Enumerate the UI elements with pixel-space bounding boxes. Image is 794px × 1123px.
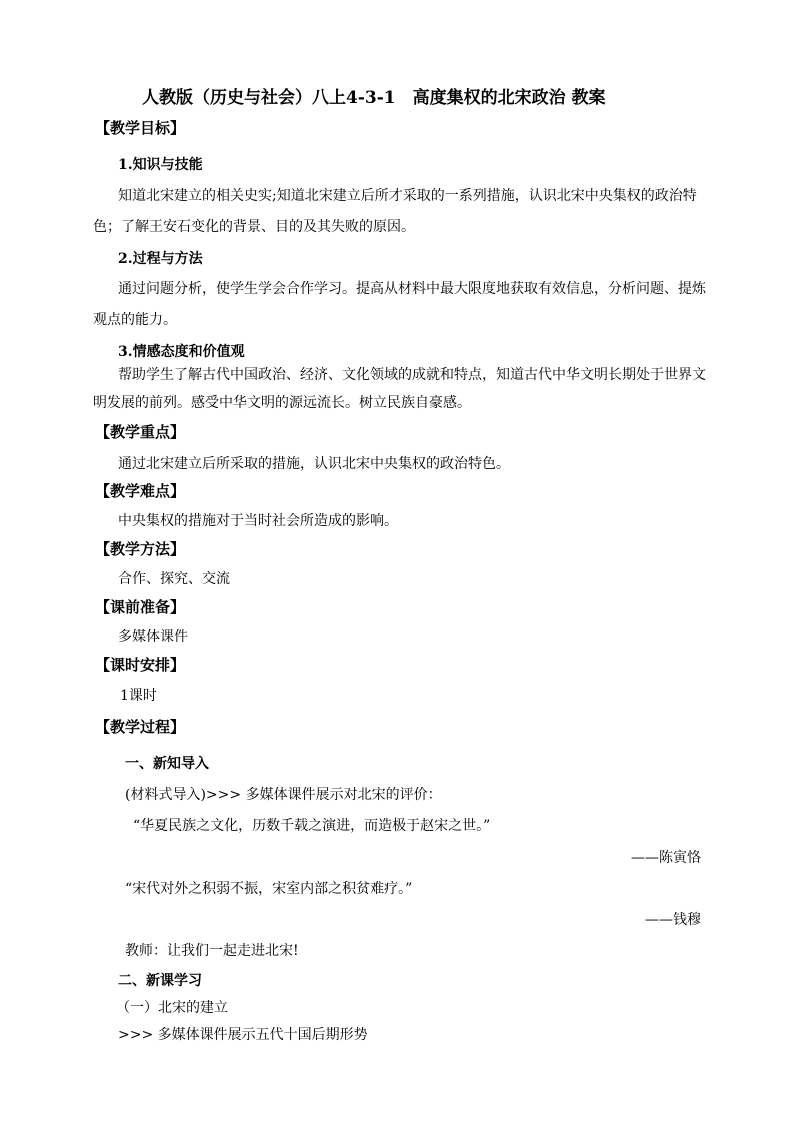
goal-2-text-line1: 通过问题分析，使学生学会合作学习。提高从材料中最大限度地获取有效信息，分析问题、提炼 xyxy=(118,281,706,297)
heading-process: 【教学过程】 xyxy=(95,718,186,736)
heading-preparation: 【课前准备】 xyxy=(95,598,186,616)
quote-author-qian-mu: ——钱穆 xyxy=(645,912,701,928)
goal-2-label: 2.过程与方法 xyxy=(118,251,203,267)
quote-author-chen-yinke: ——陈寅恪 xyxy=(631,850,701,866)
preparation-text: 多媒体课件 xyxy=(118,629,188,645)
process-part2-media: >>> 多媒体课件展示五代十国后期形势 xyxy=(118,1027,368,1043)
goal-2-text-line2: 观点的能力。 xyxy=(93,312,177,328)
goal-3-text-line1: 帮助学生了解古代中国政治、经济、文化领域的成就和特点，知道古代中华文明长期处于世界文 xyxy=(118,367,706,383)
goal-1-text-line1: 知道北宋建立的相关史实;知道北宋建立后所才采取的一系列措施，认识北宋中央集权的政治特 xyxy=(118,188,697,204)
process-part1-title: 一、新知导入 xyxy=(125,756,209,772)
heading-teaching-goals: 【教学目标】 xyxy=(95,119,186,137)
heading-schedule: 【课时安排】 xyxy=(95,656,186,674)
process-part2-title: 二、新课学习 xyxy=(118,973,202,989)
heading-difficulties: 【教学难点】 xyxy=(95,482,186,500)
goal-1-label: 1.知识与技能 xyxy=(118,157,203,173)
key-points-text: 通过北宋建立后所采取的措施，认识北宋中央集权的政治特色。 xyxy=(118,456,510,472)
process-part1-intro: (材料式导入)>>> 多媒体课件展示对北宋的评价： xyxy=(125,787,442,803)
difficulties-text: 中央集权的措施对于当时社会所造成的影响。 xyxy=(118,513,398,529)
document-title: 人教版（历史与社会）八上4-3-1 高度集权的北宋政治 教案 xyxy=(142,88,606,108)
goal-1-text-line2: 色；了解王安石变化的背景、目的及其失败的原因。 xyxy=(93,219,415,235)
quote-chen-yinke: “华夏民族之文化，历数千载之演进，而造极于赵宋之世。” xyxy=(133,818,491,834)
methods-text: 合作、探究、交流 xyxy=(118,571,230,587)
teacher-line: 教师：让我们一起走进北宋! xyxy=(125,943,299,959)
heading-methods: 【教学方法】 xyxy=(95,540,186,558)
process-part2-sub1: （一）北宋的建立 xyxy=(116,1000,228,1016)
heading-key-points: 【教学重点】 xyxy=(95,423,186,441)
quote-qian-mu: “宋代对外之积弱不振，宋室内部之积贫难疗。” xyxy=(125,881,413,897)
goal-3-label: 3.情感态度和价值观 xyxy=(118,344,245,360)
schedule-text: 1课时 xyxy=(120,688,157,704)
goal-3-text-line2: 明发展的前列。感受中华文明的源远流长。树立民族自豪感。 xyxy=(93,395,471,411)
